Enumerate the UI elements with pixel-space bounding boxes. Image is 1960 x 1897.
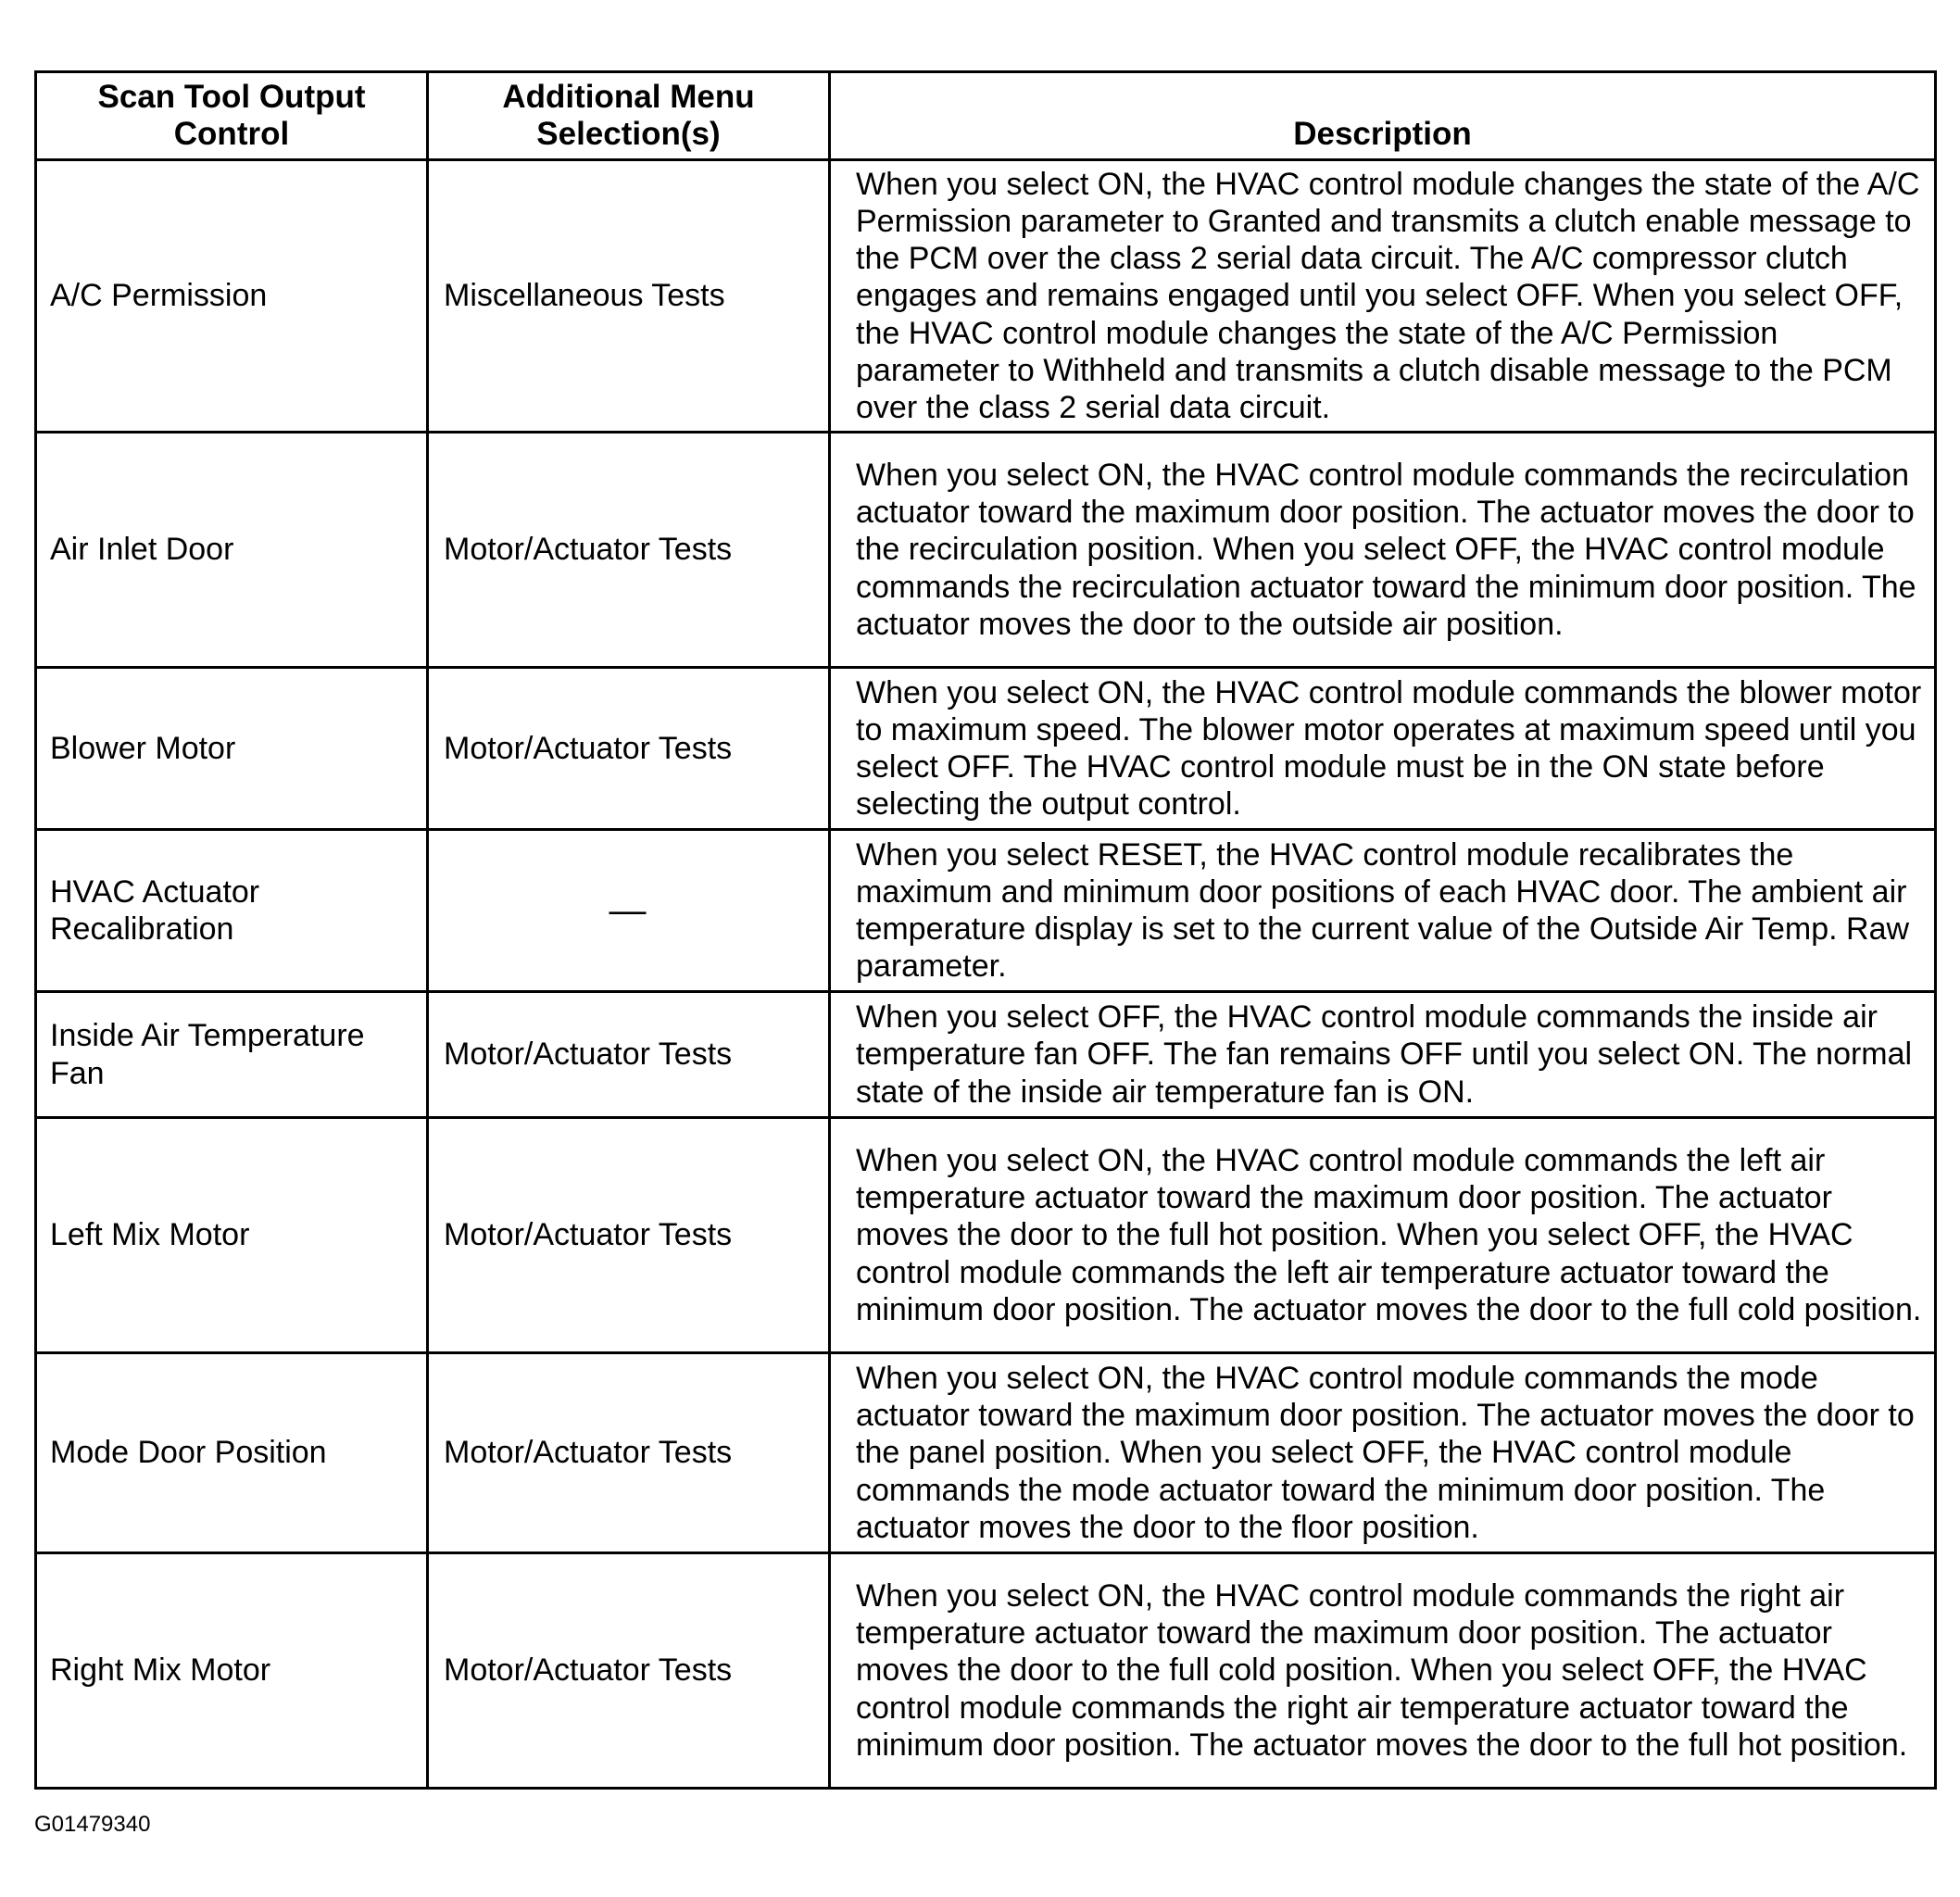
table-row xyxy=(36,830,1936,992)
output-control-cell: Inside Air Temperature Fan xyxy=(36,992,428,1118)
figure-id: G01479340 xyxy=(34,1812,151,1837)
description-cell: When you select RESET, the HVAC control module recalibrates the maximum and minimum door positions of each HVAC door. The ambient air temperature display is set to the current value of the Outside Air Temp. Raw parameter. xyxy=(830,830,1936,992)
menu-selection-cell: Motor/Actuator Tests xyxy=(428,1118,830,1353)
table-row xyxy=(36,1553,1936,1789)
table-row xyxy=(36,668,1936,830)
output-control-cell: Mode Door Position xyxy=(36,1353,428,1553)
menu-selection-cell: Motor/Actuator Tests xyxy=(428,433,830,668)
header-scan-tool-output-control: Scan Tool Output Control xyxy=(36,72,428,160)
output-control-cell: HVAC Actuator Recalibration xyxy=(36,830,428,992)
output-control-table xyxy=(34,70,1937,1790)
table-row xyxy=(36,1118,1936,1353)
menu-selection-cell: Motor/Actuator Tests xyxy=(428,668,830,830)
table-row xyxy=(36,1353,1936,1553)
description-cell: When you select ON, the HVAC control module commands the mode actuator toward the maximum door position. The actuator moves the door to the panel position. When you select OFF, the HVAC control module commands the mode actuator toward the minimum door position. The actuator moves the door to the floor position. xyxy=(830,1353,1936,1553)
table-row xyxy=(36,433,1936,668)
output-control-cell: Blower Motor xyxy=(36,668,428,830)
table-header-row xyxy=(36,72,1936,160)
description-cell: When you select ON, the HVAC control module commands the blower motor to maximum speed. The blower motor operates at maximum speed until you select OFF. The HVAC control module must be in the ON state before selecting the output control. xyxy=(830,668,1936,830)
table-row xyxy=(36,992,1936,1118)
menu-selection-cell: Motor/Actuator Tests xyxy=(428,992,830,1118)
menu-selection-cell: Miscellaneous Tests xyxy=(428,160,830,433)
output-control-cell: Right Mix Motor xyxy=(36,1553,428,1789)
description-cell: When you select ON, the HVAC control module changes the state of the A/C Permission parameter to Granted and transmits a clutch enable message to the PCM over the class 2 serial data circuit. The A/C compressor clutch engages and remains engaged until you select OFF. When you select OFF, the HVAC control module changes the state of the A/C Permission parameter to Withheld and transmits a clutch disable message to the PCM over the class 2 serial data circuit. xyxy=(830,160,1936,433)
menu-selection-cell: Motor/Actuator Tests xyxy=(428,1353,830,1553)
output-control-cell: Left Mix Motor xyxy=(36,1118,428,1353)
description-cell: When you select ON, the HVAC control module commands the recirculation actuator toward the maximum door position. The actuator moves the door to the recirculation position. When you select OFF, the HVAC control module commands the recirculation actuator toward the minimum door position. The actuator moves the door to the outside air position. xyxy=(830,433,1936,668)
output-control-cell: Air Inlet Door xyxy=(36,433,428,668)
header-description: Description xyxy=(830,72,1936,160)
table-row xyxy=(36,160,1936,433)
output-control-cell: A/C Permission xyxy=(36,160,428,433)
menu-selection-cell: — xyxy=(428,830,830,992)
header-additional-menu-selections: Additional Menu Selection(s) xyxy=(428,72,830,160)
menu-selection-cell: Motor/Actuator Tests xyxy=(428,1553,830,1789)
description-cell: When you select OFF, the HVAC control module commands the inside air temperature fan OFF. The fan remains OFF until you select ON. The normal state of the inside air temperature fan is ON. xyxy=(830,992,1936,1118)
description-cell: When you select ON, the HVAC control module commands the left air temperature actuator toward the maximum door position. The actuator moves the door to the full hot position. When you select OFF, the HVAC control module commands the left air temperature actuator toward the minimum door position. The actuator moves the door to the full cold position. xyxy=(830,1118,1936,1353)
description-cell: When you select ON, the HVAC control module commands the right air temperature actuator toward the maximum door position. The actuator moves the door to the full cold position. When you select OFF, the HVAC control module commands the right air temperature actuator toward the minimum door position. The actuator moves the door to the full hot position. xyxy=(830,1553,1936,1789)
